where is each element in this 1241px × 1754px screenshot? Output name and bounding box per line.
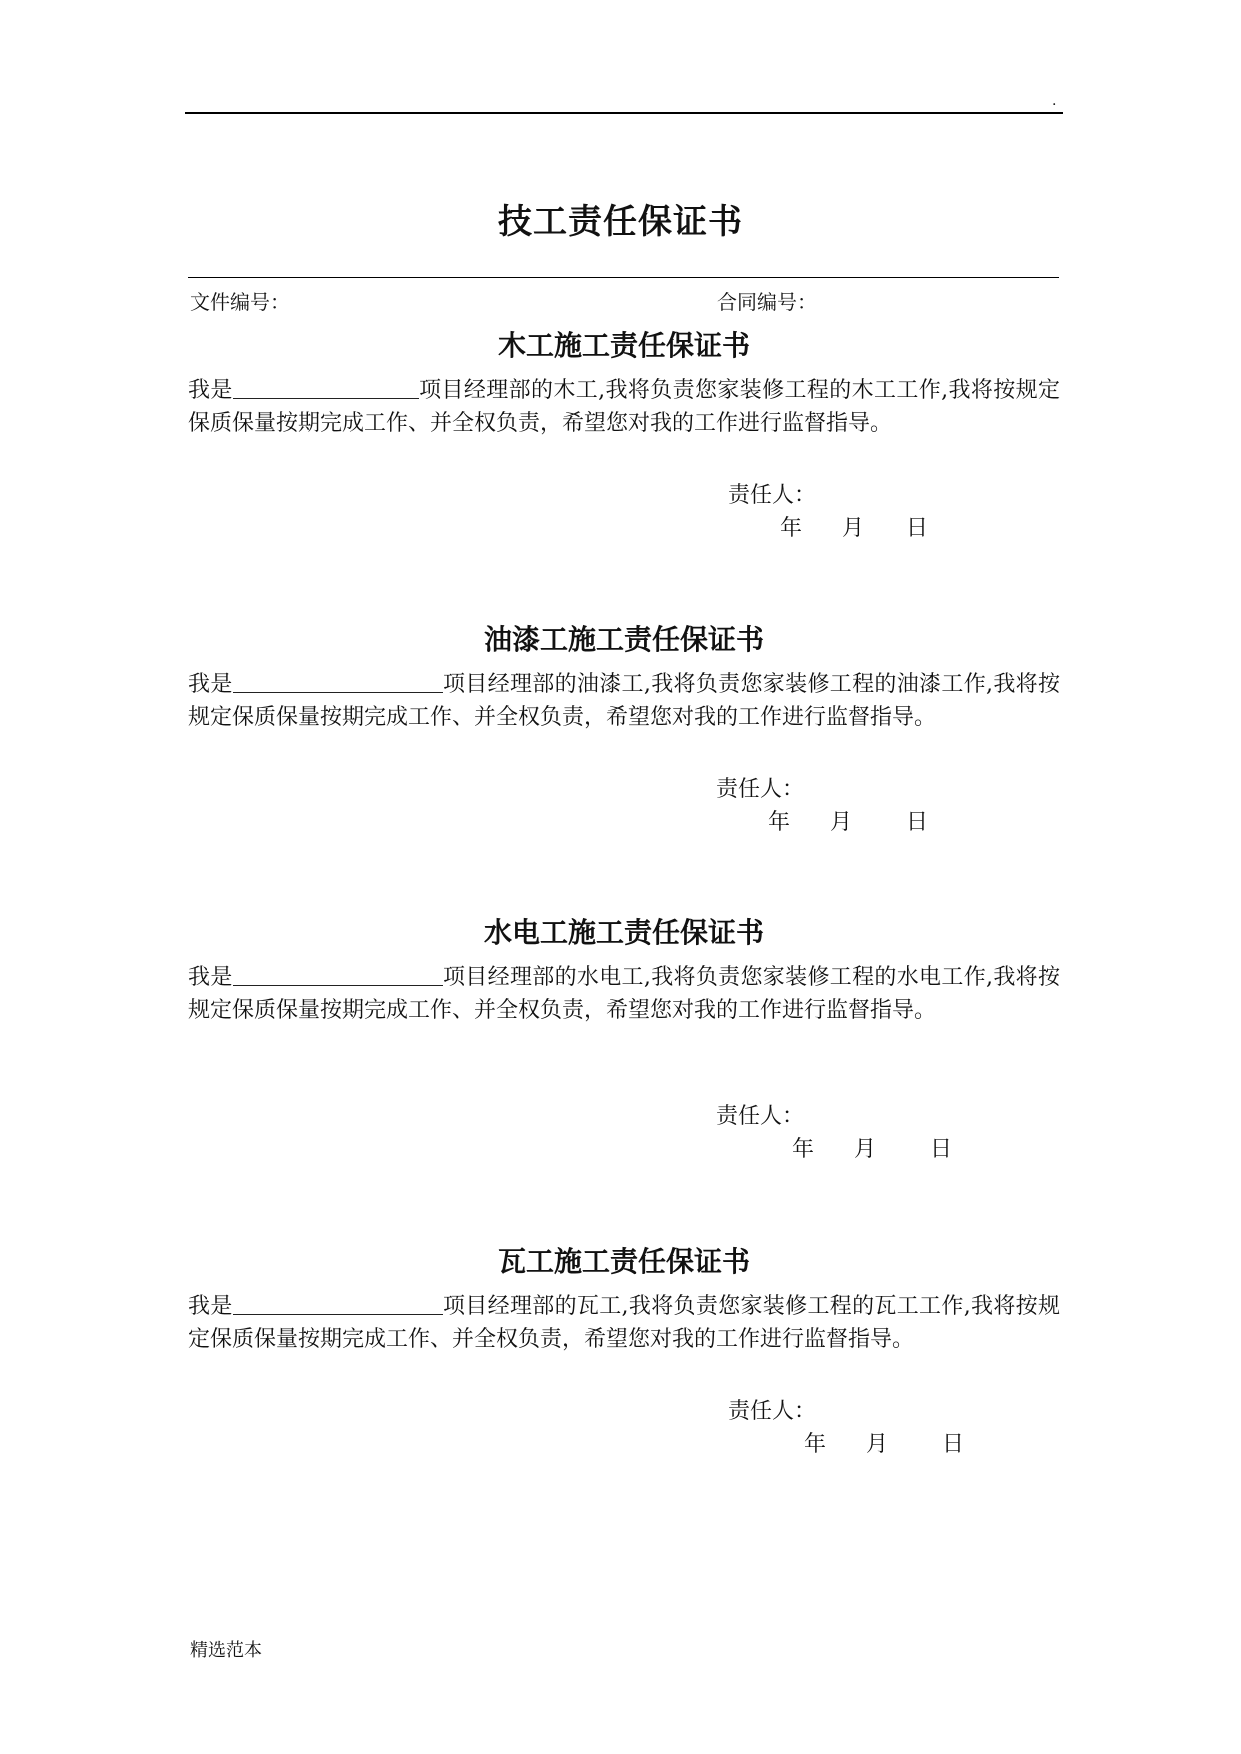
body-prefix: 我是 <box>188 378 233 403</box>
month-label: 月 <box>830 810 853 835</box>
section-painting <box>188 620 1060 734</box>
section-plumbing-electrical <box>188 913 1060 1027</box>
contract-number-label: 合同编号： <box>717 290 817 314</box>
body-prefix: 我是 <box>188 1294 233 1319</box>
document-number-row <box>190 286 1060 314</box>
footer-text: 精选范本 <box>190 1640 262 1661</box>
year-label: 年 <box>804 1432 827 1457</box>
section-body <box>188 961 1060 1027</box>
month-label: 月 <box>854 1137 877 1162</box>
responsible-label: 责任人： <box>728 1399 817 1424</box>
file-number-label: 文件编号： <box>190 290 290 314</box>
year-label: 年 <box>768 810 791 835</box>
body-text: 项目经理部的油漆工,我将负责您家装修工程的油漆工作,我将按规定保质保量按期完成工作、并全权负责，希望您对我的工作进行监督指导。 <box>188 672 1060 730</box>
responsible-label: 责任人： <box>728 483 817 508</box>
date-line <box>792 1132 952 1163</box>
date-line <box>804 1427 964 1458</box>
date-line <box>780 511 928 542</box>
day-label: 日 <box>906 810 929 835</box>
name-blank[interactable] <box>233 376 419 399</box>
title-divider <box>188 277 1059 278</box>
month-label: 月 <box>842 516 865 541</box>
section-title: 瓦工施工责任保证书 <box>497 1245 750 1278</box>
year-label: 年 <box>792 1137 815 1162</box>
name-blank[interactable] <box>233 670 443 693</box>
responsible-label: 责任人： <box>716 1104 805 1129</box>
name-blank[interactable] <box>233 1292 443 1315</box>
month-label: 月 <box>866 1432 889 1457</box>
header-rule <box>185 112 1063 114</box>
body-prefix: 我是 <box>188 965 233 990</box>
day-label: 日 <box>942 1432 965 1457</box>
section-body <box>188 374 1060 440</box>
body-text: 项目经理部的瓦工,我将负责您家装修工程的瓦工工作,我将按规定保质保量按期完成工作、并全权负责，希望您对我的工作进行监督指导。 <box>188 1294 1060 1352</box>
day-label: 日 <box>930 1137 953 1162</box>
section-carpentry <box>188 326 1060 440</box>
header-corner-mark: . <box>1052 93 1057 109</box>
section-title: 木工施工责任保证书 <box>497 329 750 362</box>
section-title: 油漆工施工责任保证书 <box>483 623 764 656</box>
document-title: 技工责任保证书 <box>498 202 743 242</box>
section-masonry <box>188 1242 1060 1356</box>
section-body <box>188 1290 1060 1356</box>
responsible-label: 责任人： <box>716 777 805 802</box>
body-text: 项目经理部的木工,我将负责您家装修工程的木工工作,我将按规定保质保量按期完成工作、并全权负责，希望您对我的工作进行监督指导。 <box>188 378 1060 436</box>
section-body <box>188 668 1060 734</box>
name-blank[interactable] <box>233 963 443 986</box>
date-line <box>768 805 928 836</box>
body-prefix: 我是 <box>188 672 233 697</box>
section-title: 水电工施工责任保证书 <box>483 916 764 949</box>
day-label: 日 <box>906 516 929 541</box>
year-label: 年 <box>780 516 803 541</box>
body-text: 项目经理部的水电工,我将负责您家装修工程的水电工作,我将按规定保质保量按期完成工作、并全权负责，希望您对我的工作进行监督指导。 <box>188 965 1060 1023</box>
